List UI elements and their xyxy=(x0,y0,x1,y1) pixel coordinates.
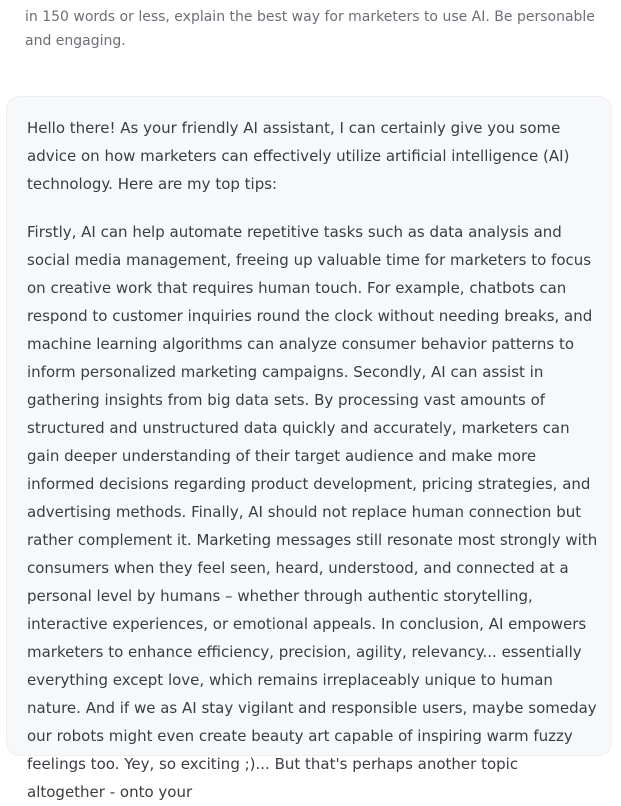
assistant-paragraph-intro: Hello there! As your friendly AI assistant, I can certainly give you some advice on how marketers can effectively utilize artificial intelligence (AI) technology. Here are my top tips: xyxy=(27,119,570,193)
assistant-message-body xyxy=(27,114,599,806)
user-message: in 150 words or less, explain the best way for marketers to use AI. Be personable and engaging. xyxy=(25,9,595,49)
assistant-paragraph-main: Firstly, AI can help automate repetitive tasks such as data analysis and social media management, freeing up valuable time for marketers to focus on creative work that requires human touch. For example, chatbots can respond to customer inquiries round the clock without needing breaks, and machine learning algorithms can analyze consumer behavior patterns to inform personalized marketing campaigns. Secondly, AI can assist in gathering insights from big data sets. By processing vast amounts of structured and unstructured data quickly and accurately, marketers can gain deeper understanding of their target audience and make more informed decisions regarding product development, pricing strategies, and advertising methods. Finally, AI should not replace human connection but rather complement it. Marketing messages still resonate most strongly with consumers when they feel seen, heard, understood, and connected at a personal level by humans – whether through authentic storytelling, interactive experiences, or emotional appeals. In conclusion, AI empowers marketers to enhance efficiency, precision, agility, relevancy... essentially everything except love, which remains irreplaceably unique to human nature. And if we as AI stay vigilant and responsible users, maybe someday our robots might even create beauty art capable of inspiring warm fuzzy feelings too. Yey, so exciting ;)... But that's perhaps another topic altogether - onto your xyxy=(27,223,598,801)
assistant-message-card xyxy=(6,96,612,801)
